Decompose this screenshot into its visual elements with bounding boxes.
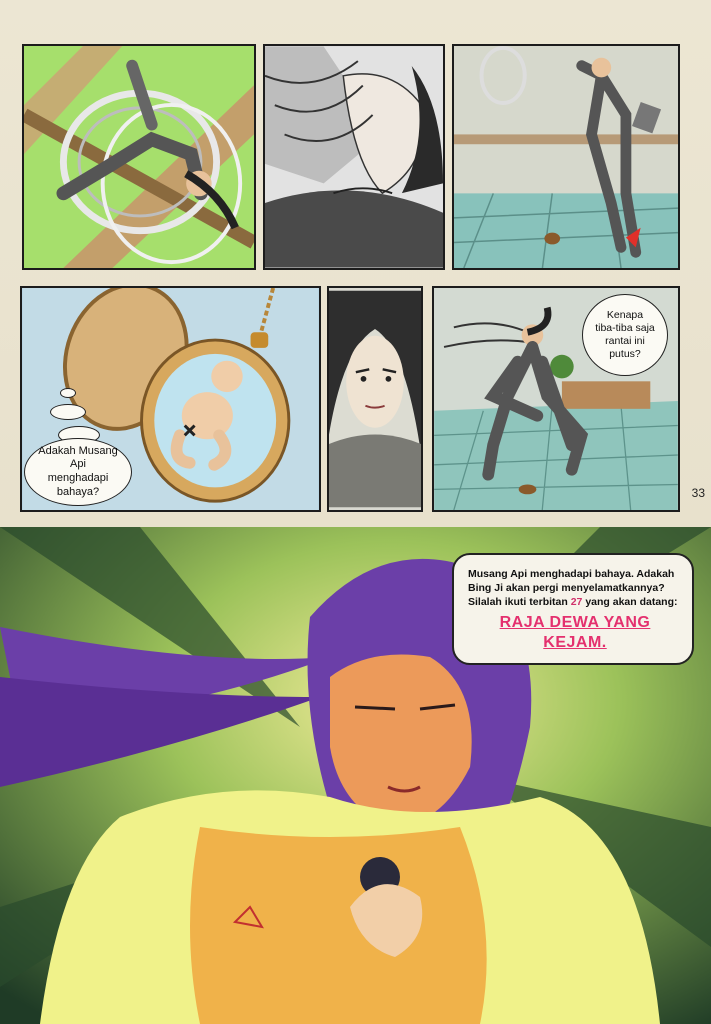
panel-3-art xyxy=(454,46,678,268)
panel-4-locket xyxy=(20,286,321,512)
panel-5-face-closeup xyxy=(327,286,423,512)
caption-line-2: Bing Ji akan pergi menyelamatkannya? xyxy=(468,582,665,595)
panel-2-head-back xyxy=(263,44,445,270)
panel-2-art xyxy=(265,46,443,268)
panel-3-falling xyxy=(452,44,680,270)
next-issue-caption xyxy=(452,553,694,665)
caption-line-1: Musang Api menghadapi bahaya. Adakah xyxy=(468,568,675,580)
bubble-line: tiba-tiba saja xyxy=(595,321,655,334)
page-number: 33 xyxy=(691,486,705,500)
panel-6-crouching xyxy=(432,286,680,512)
issue-number: 27 xyxy=(570,596,583,609)
panel-1-gymnast-rings xyxy=(22,44,256,270)
bubble-line: menghadapi xyxy=(47,472,109,484)
speech-bubble-kenapa xyxy=(582,294,668,376)
next-issue-title-line-1: RAJA DEWA YANG xyxy=(499,613,651,631)
caption-line-3-suffix: yang akan datang: xyxy=(585,596,678,609)
speech-bubble-musang-api xyxy=(24,438,132,506)
bubble-line: bahaya? xyxy=(56,485,100,498)
thought-bubble-tail-1 xyxy=(60,388,76,398)
bubble-line: Adakah Musang Api xyxy=(38,444,118,471)
bubble-line: rantai ini xyxy=(605,335,645,347)
bubble-line: putus? xyxy=(609,348,641,361)
bubble-line: Kenapa xyxy=(606,308,644,321)
next-issue-title-line-2: KEJAM. xyxy=(543,634,607,652)
thought-bubble-tail-2 xyxy=(50,404,86,420)
caption-line-3-prefix: Silalah ikuti terbitan xyxy=(468,596,568,609)
panel-1-art xyxy=(24,46,254,268)
panel-5-art xyxy=(329,288,421,510)
